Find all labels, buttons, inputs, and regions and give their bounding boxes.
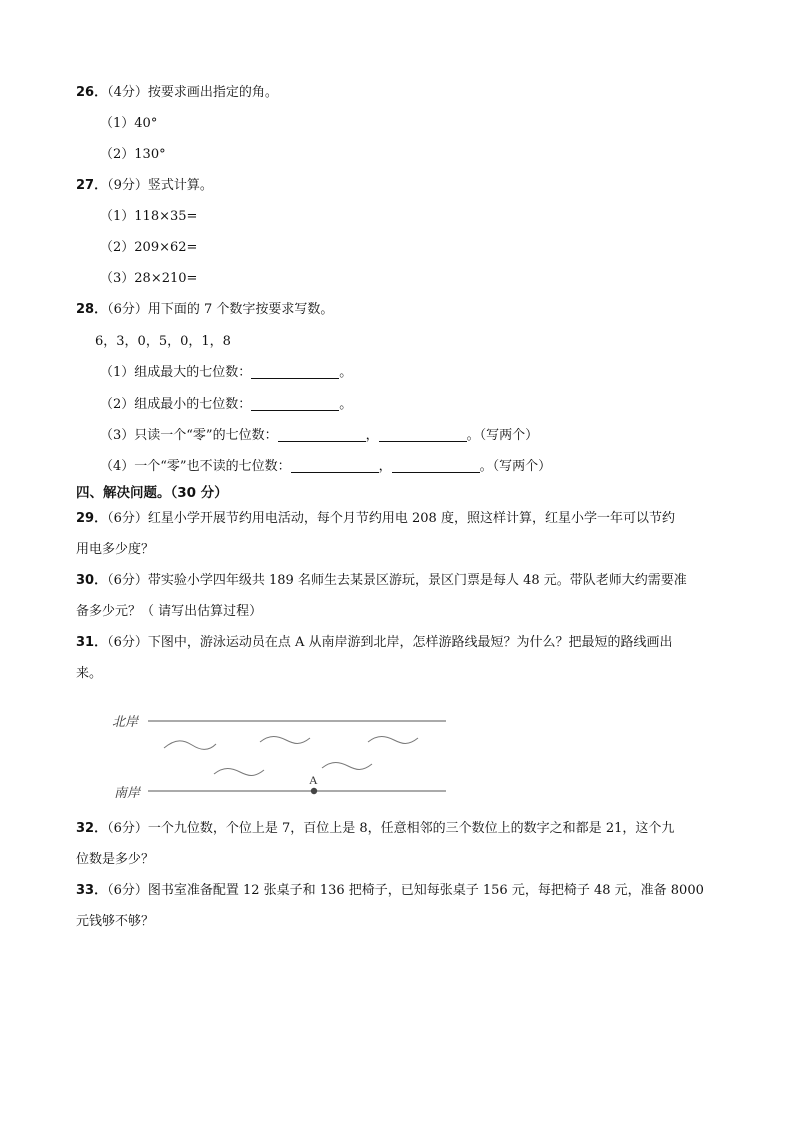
question-text: 红星小学开展节约用电活动，每个月节约用电 208 度，照这样计算，红星小学一年可以节约 [147, 511, 675, 526]
point-a-label: A [309, 773, 318, 787]
wave-mark [260, 737, 310, 744]
question-number: 33． [76, 883, 108, 898]
answer-blank[interactable] [278, 427, 366, 442]
question-26-part-2: （2）130° [100, 147, 166, 162]
south-bank-label: 南岸 [114, 786, 141, 801]
question-27-part-3: （3）28×210= [100, 271, 198, 286]
answer-blank[interactable] [392, 458, 480, 473]
wave-mark [164, 741, 216, 750]
section-heading: 四、解决问题。（30 分） [76, 485, 228, 501]
question-score: （6分） [107, 635, 148, 650]
question-number: 31． [76, 635, 108, 650]
question-text: 竖式计算。 [147, 178, 213, 193]
question-text: 按要求画出指定的角。 [147, 85, 278, 100]
question-text: 下图中，游泳运动员在点 A 从南岸游到北岸，怎样游路线最短？为什么？把最短的路线画出 [147, 635, 673, 650]
answer-blank[interactable] [251, 396, 339, 411]
answer-blank[interactable] [291, 458, 379, 473]
question-score: （9分） [107, 178, 148, 193]
question-number: 26． [76, 85, 108, 100]
part-text: （3）只读一个“零”的七位数： [100, 428, 278, 443]
wave-mark [322, 763, 372, 770]
question-number: 28． [76, 302, 108, 317]
question-score: （6分） [107, 883, 148, 898]
question-30-continued: 备多少元？（ 请写出估算过程） [76, 604, 263, 619]
part-end: 。 [339, 397, 353, 412]
question-28-part-3 [100, 427, 538, 445]
question-31 [76, 634, 673, 652]
part-end: 。 [339, 365, 353, 380]
question-text: 图书室准备配置 12 张桌子和 136 把椅子，已知每张桌子 156 元，每把椅子 48 元，准备 8000 [147, 883, 704, 898]
question-33 [76, 882, 704, 900]
question-number: 27． [76, 178, 108, 193]
part-text: （2）组成最小的七位数： [100, 397, 252, 412]
question-number: 30． [76, 573, 108, 588]
part-text: （1）组成最大的七位数： [100, 365, 252, 380]
point-a [311, 788, 317, 794]
question-33-continued: 元钱够不够？ [76, 914, 155, 929]
question-score: （6分） [107, 302, 148, 317]
part-end: 。（写两个） [479, 459, 552, 474]
question-text: 用下面的 7 个数字按要求写数。 [147, 302, 334, 317]
answer-blank[interactable] [379, 427, 467, 442]
question-number: 29． [76, 511, 108, 526]
question-text: 带实验小学四年级共 189 名师生去某景区游玩，景区门票是每人 48 元。带队老师大约需要准 [147, 573, 687, 588]
question-28 [76, 301, 333, 319]
wave-mark [214, 769, 264, 776]
question-score: （6分） [107, 821, 148, 836]
question-30 [76, 572, 687, 590]
question-text: 一个九位数，个位上是 7，百位上是 8，任意相邻的三个数位上的数字之和都是 21，这个九 [147, 821, 675, 836]
question-score: （6分） [107, 573, 148, 588]
question-28-part-4 [100, 458, 551, 476]
wave-mark [368, 737, 418, 744]
question-score: （4分） [107, 85, 148, 100]
question-number: 32． [76, 821, 108, 836]
part-sep: ， [365, 428, 379, 443]
question-27-part-2: （2）209×62= [100, 240, 198, 255]
question-27 [76, 177, 213, 195]
question-29-continued: 用电多少度？ [76, 542, 155, 557]
question-26 [76, 84, 278, 102]
question-27-part-1: （1）118×35= [100, 209, 198, 224]
question-28-digits: 6，3，0，5，0，1，8 [95, 334, 231, 349]
north-bank-label: 北岸 [112, 715, 139, 730]
question-32 [76, 820, 674, 838]
question-score: （6分） [107, 511, 148, 526]
part-sep: ， [378, 459, 392, 474]
part-end: 。（写两个） [466, 428, 539, 443]
answer-blank[interactable] [251, 364, 339, 379]
question-28-part-1 [100, 364, 352, 382]
question-31-continued: 来。 [76, 666, 103, 681]
question-32-continued: 位数是多少？ [76, 852, 155, 867]
question-29 [76, 510, 675, 528]
question-28-part-2 [100, 396, 352, 414]
part-text: （4）一个“零”也不读的七位数： [100, 459, 291, 474]
river-figure [100, 700, 460, 810]
question-26-part-1: （1）40° [100, 116, 158, 131]
